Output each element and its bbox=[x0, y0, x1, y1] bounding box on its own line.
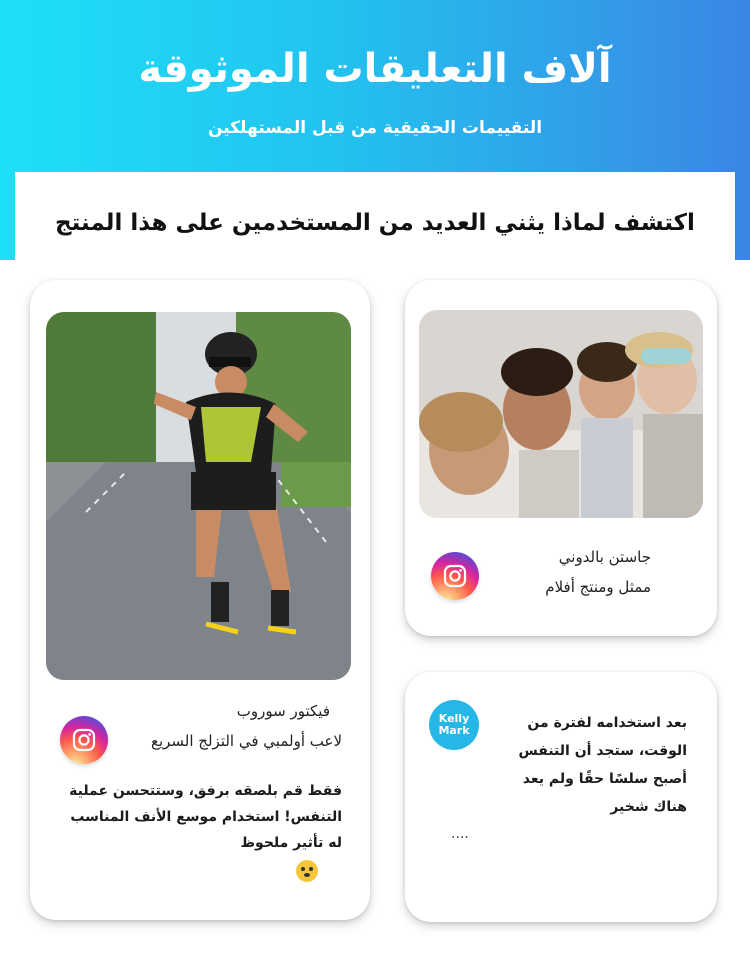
face-emoji-icon bbox=[296, 860, 318, 882]
quote-kelly-line1: بعد استخدامه لفترة من bbox=[527, 715, 687, 731]
family-photo bbox=[419, 310, 703, 518]
instagram-icon[interactable] bbox=[60, 716, 108, 764]
kelly-mark-logo: Kelly Mark bbox=[429, 700, 479, 750]
quote-kelly-ellipsis: .... bbox=[451, 826, 469, 842]
quote-kelly-line3: أصبح سلسًا حقًا ولم يعد bbox=[522, 771, 687, 787]
skater-photo bbox=[46, 312, 351, 680]
reviewer-name-justin: جاستن بالدوني bbox=[558, 548, 651, 566]
testimonial-card-victor bbox=[30, 280, 370, 920]
quote-victor-line2: التنفس! استخدام موسع الأنف المناسب bbox=[70, 809, 342, 825]
section-title: اكتشف لماذا يثني العديد من المستخدمين على هذا المنتج bbox=[55, 210, 695, 236]
reviewer-role-victor: لاعب أولمبي في التزلج السريع bbox=[150, 732, 342, 750]
reviewer-name-victor: فيكتور سوروب bbox=[236, 702, 330, 720]
testimonial-card-justin bbox=[405, 280, 717, 636]
quote-victor-line3: له تأثير ملحوظ bbox=[240, 835, 342, 851]
reviewer-role-justin: ممثل ومنتج أفلام bbox=[545, 578, 651, 596]
hero-title: آلاف التعليقات الموثوقة bbox=[138, 46, 612, 92]
instagram-icon[interactable] bbox=[431, 552, 479, 600]
testimonial-card-kelly-mark bbox=[405, 672, 717, 922]
hero-subtitle: التقييمات الحقيقية من قبل المستهلكين bbox=[207, 118, 543, 138]
quote-victor-line1: فقط قم بلصقه برفق، وستتحسن عملية bbox=[69, 783, 342, 799]
quote-kelly-line2: الوقت، ستجد أن التنفس bbox=[518, 743, 687, 759]
quote-kelly-line4: هناك شخير bbox=[610, 799, 687, 815]
